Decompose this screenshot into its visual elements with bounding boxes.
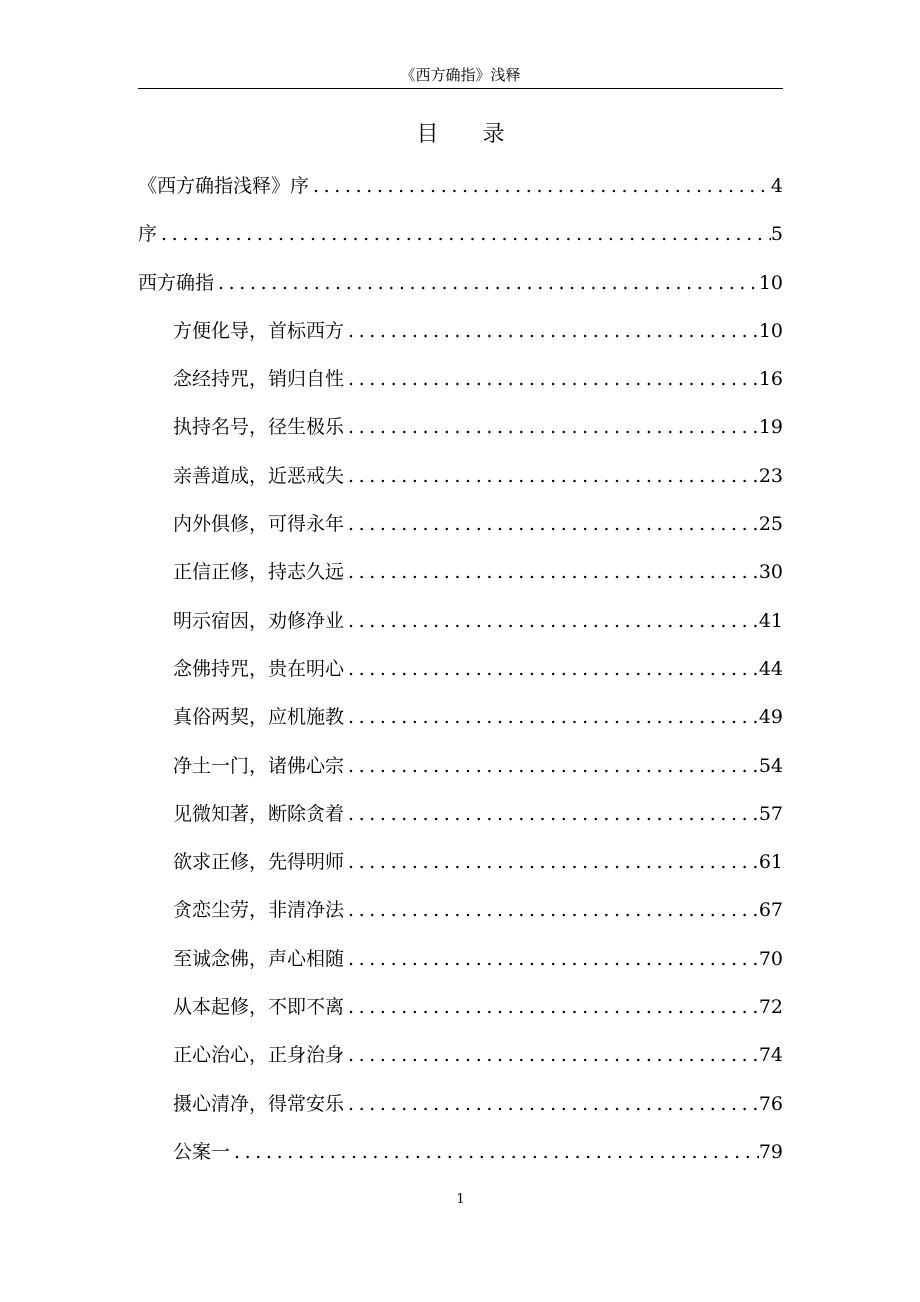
toc-entry-page: 4	[770, 175, 783, 197]
toc-entry[interactable]	[138, 892, 783, 940]
toc-entry-page: 44	[758, 657, 783, 680]
toc-dot-leader	[344, 844, 759, 880]
toc-entry[interactable]	[138, 989, 783, 1037]
toc-entry-page: 16	[758, 368, 783, 391]
toc-dot-leader	[344, 699, 759, 735]
toc-entry-title: 执持名号，径生极乐	[173, 416, 345, 439]
toc-entry[interactable]	[138, 699, 783, 747]
toc-entry-title: 欲求正修，先得明师	[173, 851, 345, 874]
page-number: 1	[456, 1192, 465, 1207]
toc-entry-page: 25	[758, 513, 783, 536]
toc-entry[interactable]	[138, 458, 783, 506]
toc-dot-leader	[344, 554, 759, 590]
toc-entry-page: 49	[758, 706, 783, 729]
toc-entry[interactable]	[138, 603, 783, 651]
toc-entry[interactable]	[138, 796, 783, 844]
toc-entry-page: 79	[758, 1140, 783, 1163]
toc-dot-leader	[344, 941, 759, 977]
toc-dot-leader	[230, 1134, 759, 1170]
toc-entry[interactable]	[138, 216, 783, 264]
toc-dot-leader	[344, 1037, 759, 1073]
toc-dot-leader	[344, 361, 759, 397]
toc-dot-leader	[157, 216, 771, 252]
toc-dot-leader	[344, 1086, 759, 1122]
toc-entry-title: 真俗两契，应机施教	[173, 706, 345, 729]
toc-title-left: 目	[416, 122, 439, 147]
toc-entry[interactable]	[138, 941, 783, 989]
toc-entry[interactable]	[138, 265, 783, 313]
toc-entry-page: 70	[758, 947, 783, 970]
toc-entry-title: 念佛持咒，贵在明心	[173, 657, 345, 680]
toc-title	[138, 120, 783, 150]
toc-entry-title: 序	[138, 223, 158, 246]
toc-entry-title: 方便化导，首标西方	[173, 319, 345, 342]
table-of-contents	[138, 168, 783, 1182]
toc-entry-title: 正心治心，正身治身	[173, 1044, 345, 1067]
toc-entry-title: 明示宿因，劝修净业	[173, 609, 345, 632]
toc-entry-page: 41	[758, 609, 783, 632]
toc-entry-page: 57	[758, 802, 783, 825]
toc-entry-title: 公案一	[173, 1140, 231, 1163]
toc-title-right: 录	[482, 122, 505, 147]
toc-entry[interactable]	[138, 361, 783, 409]
toc-dot-leader	[344, 796, 759, 832]
toc-entry-page: 5	[770, 223, 783, 246]
toc-entry-page: 76	[758, 1092, 783, 1115]
toc-dot-leader	[214, 265, 759, 301]
toc-dot-leader	[344, 458, 759, 494]
toc-entry[interactable]	[138, 313, 783, 361]
toc-entry-page: 74	[758, 1044, 783, 1067]
toc-dot-leader	[344, 989, 759, 1025]
toc-entry-title: 亲善道成，近恶戒失	[173, 464, 345, 487]
toc-entry[interactable]	[138, 1037, 783, 1085]
toc-dot-leader	[344, 748, 759, 784]
toc-entry-page: 61	[758, 851, 783, 874]
toc-entry-page: 72	[758, 996, 783, 1019]
toc-dot-leader	[344, 603, 759, 639]
toc-dot-leader	[344, 409, 759, 445]
toc-entry-title: 西方确指	[138, 271, 215, 294]
toc-entry-page: 30	[758, 561, 783, 584]
toc-dot-leader	[344, 651, 759, 687]
toc-entry-title: 正信正修，持志久远	[173, 561, 345, 584]
header-rule	[138, 88, 783, 89]
toc-dot-leader	[344, 892, 759, 928]
toc-entry-page: 10	[758, 271, 783, 294]
toc-dot-leader	[344, 313, 759, 349]
toc-entry-page: 10	[758, 319, 783, 342]
toc-dot-leader	[309, 168, 771, 204]
toc-entry[interactable]	[138, 1086, 783, 1134]
toc-entry[interactable]	[138, 409, 783, 457]
toc-entry[interactable]	[138, 554, 783, 602]
toc-entry-page: 67	[758, 899, 783, 922]
toc-entry-page: 23	[758, 464, 783, 487]
toc-entry-page: 54	[758, 754, 783, 777]
toc-entry[interactable]	[138, 1134, 783, 1182]
toc-entry-title: 贪恋尘劳，非清净法	[173, 899, 345, 922]
toc-entry-title: 净土一门，诸佛心宗	[173, 754, 345, 777]
toc-entry-title: 《西方确指浅释》序	[138, 175, 310, 197]
toc-dot-leader	[344, 506, 759, 542]
toc-entry-title: 从本起修，不即不离	[173, 996, 345, 1019]
toc-entry-title: 见微知著，断除贪着	[173, 802, 345, 825]
running-header: 《西方确指》浅释	[400, 66, 521, 84]
toc-entry[interactable]	[138, 168, 783, 216]
toc-entry[interactable]	[138, 506, 783, 554]
toc-entry[interactable]	[138, 748, 783, 796]
toc-entry[interactable]	[138, 651, 783, 699]
toc-entry[interactable]	[138, 844, 783, 892]
toc-entry-title: 摄心清净，得常安乐	[173, 1092, 345, 1115]
toc-entry-title: 内外俱修，可得永年	[173, 513, 345, 536]
toc-entry-page: 19	[758, 416, 783, 439]
toc-entry-title: 至诚念佛，声心相随	[173, 947, 345, 970]
toc-entry-title: 念经持咒，销归自性	[173, 368, 345, 391]
